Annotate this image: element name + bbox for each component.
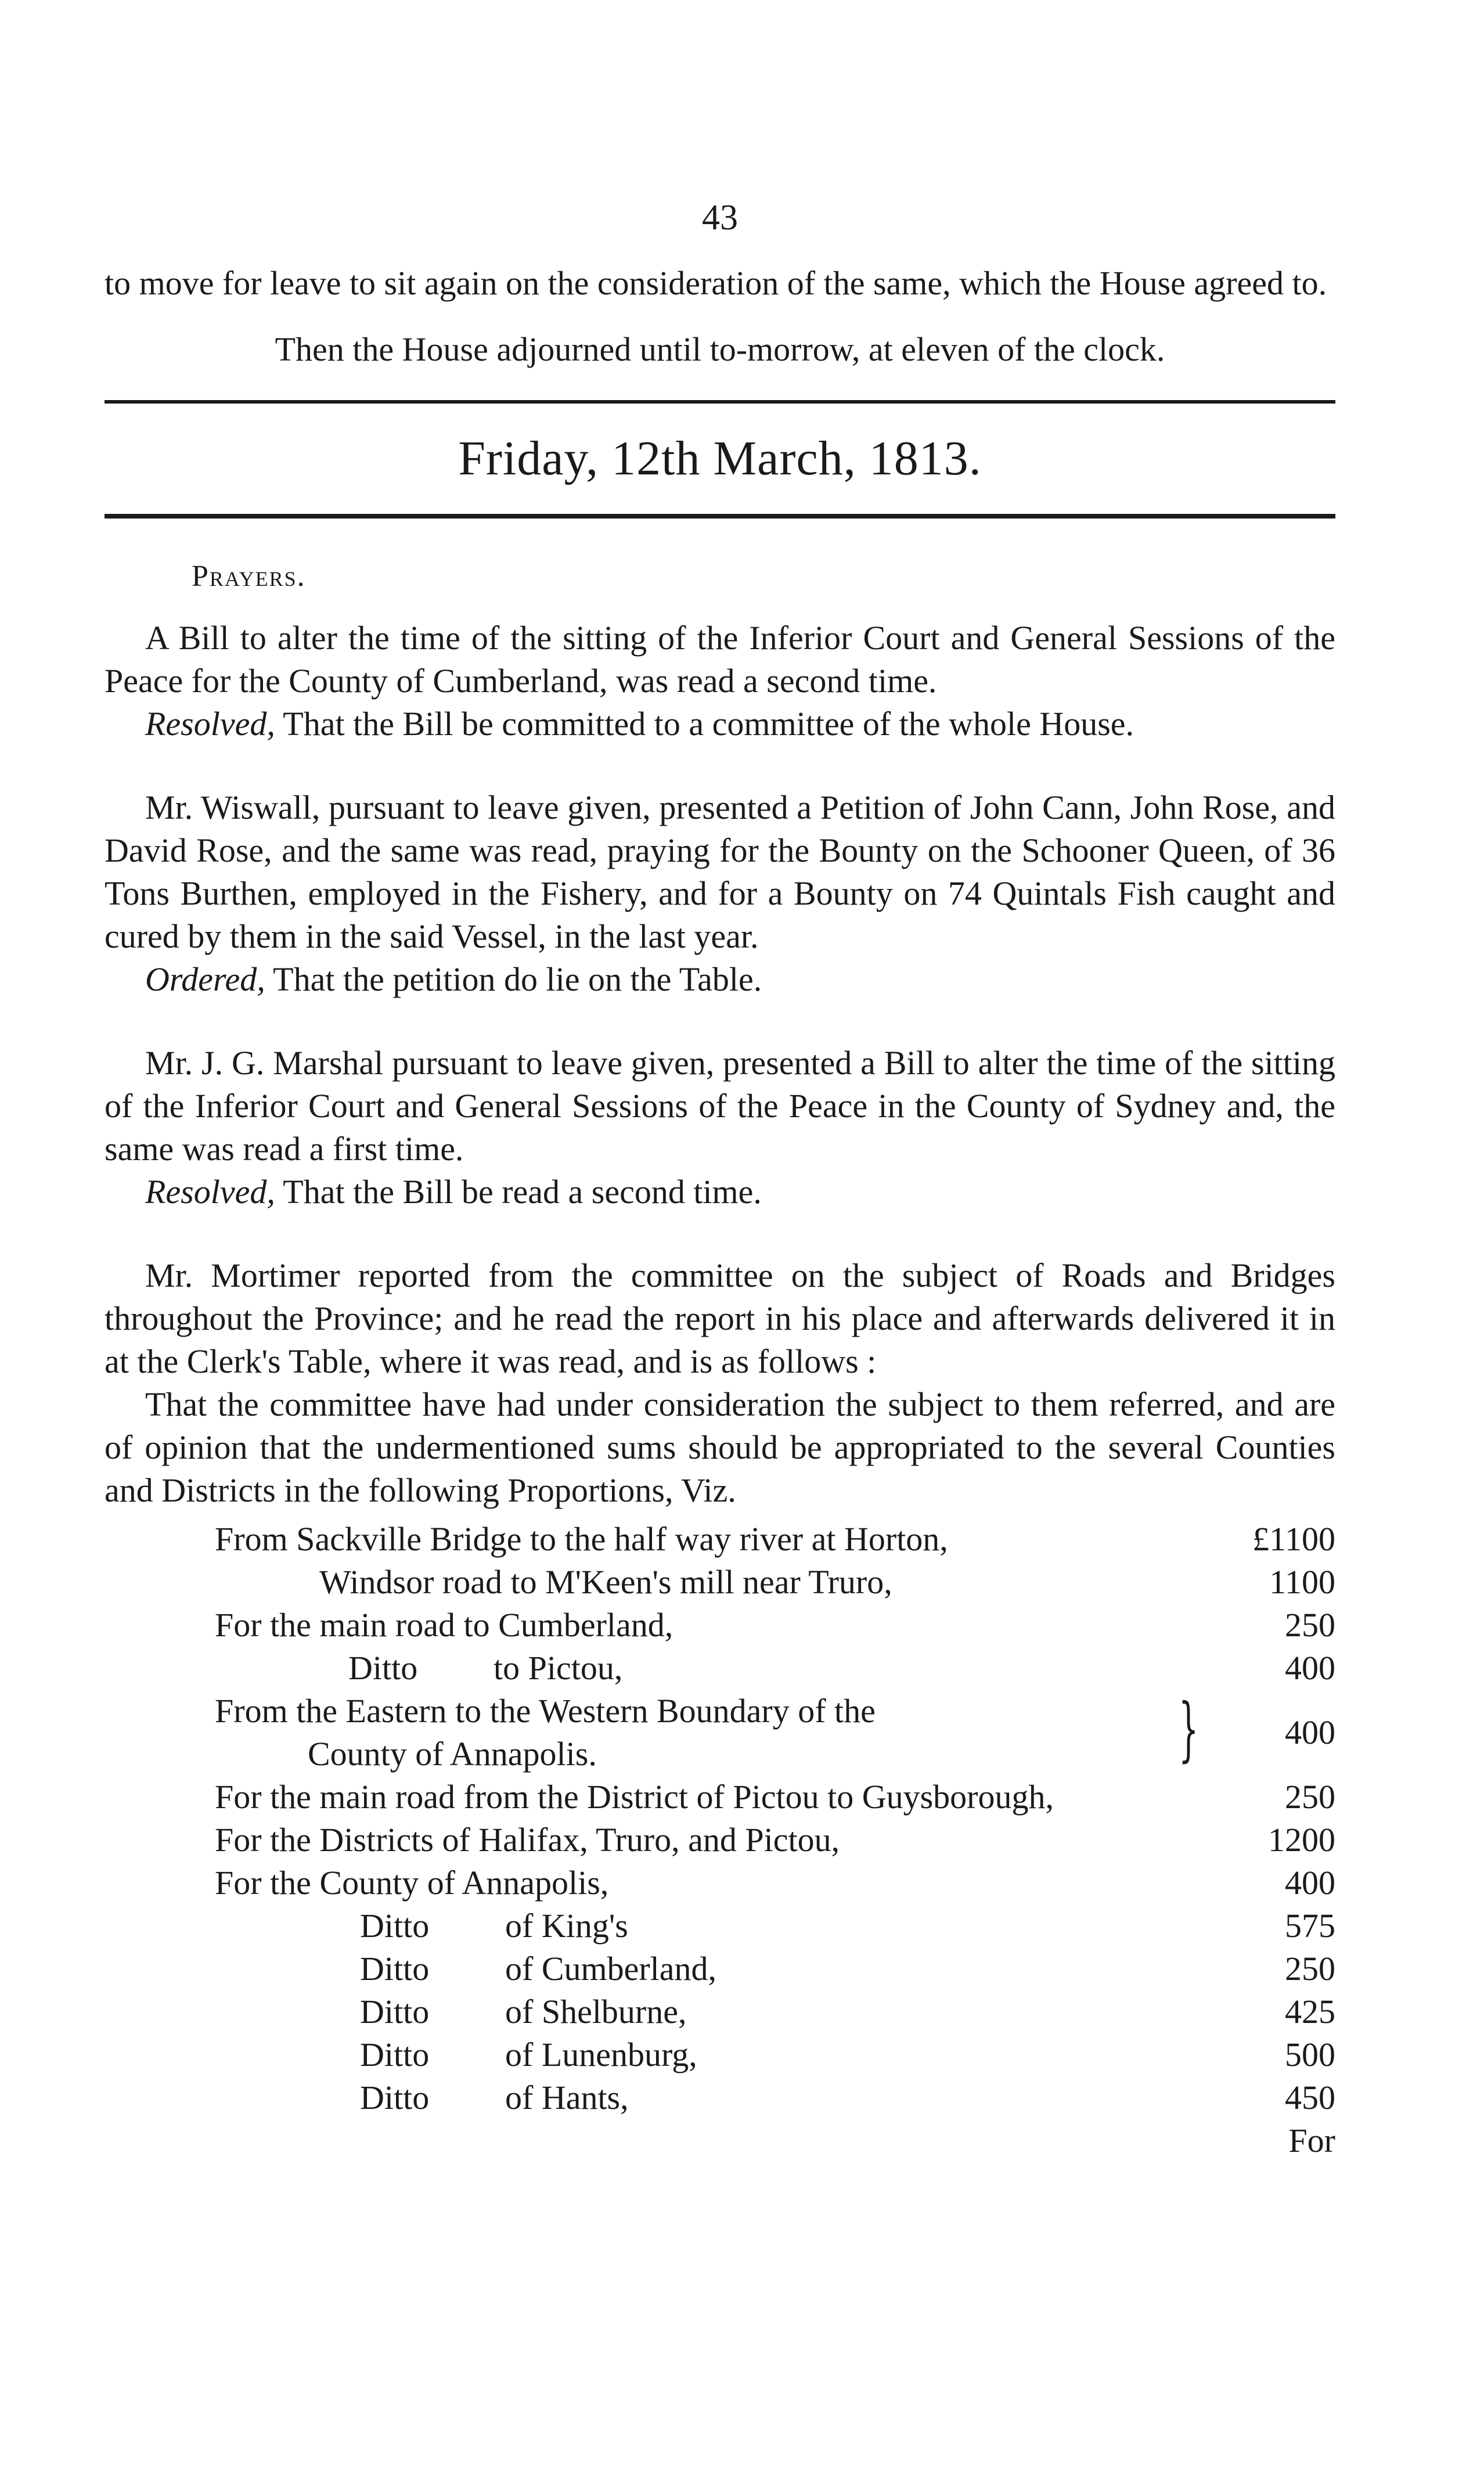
appropriation-label: [105, 1990, 1211, 2033]
table-row: [105, 1690, 1335, 1776]
appropriations-table: [105, 1518, 1335, 2119]
appropriation-label: [105, 1947, 1211, 1990]
appropriation-label-text: of King's: [505, 1907, 628, 1945]
top-rule: [105, 400, 1335, 404]
appropriation-label: [105, 2033, 1211, 2076]
appropriation-amount: 250: [1285, 1778, 1335, 1816]
appropriation-label-text: of Shelburne,: [505, 1993, 687, 2031]
table-row: [105, 1518, 1335, 1561]
date-heading: Friday, 12th March, 1813.: [458, 431, 982, 485]
appropriation-label-text: to Pictou,: [494, 1649, 623, 1687]
order-label: Ordered,: [145, 960, 265, 998]
appropriation-amount: £1100: [1252, 1520, 1335, 1558]
appropriation-label: For the main road to Cumberland,: [215, 1606, 673, 1644]
prayers-heading: Prayers.: [192, 560, 306, 593]
table-row: [105, 1990, 1335, 2033]
table-row: [105, 1776, 1335, 1819]
roads-report-intro: Mr. Mortimer reported from the committee on the subject of Roads and Bridges throughout the Province; and he read the report in his place and afterwards delivered it in at the Clerk's Table, where it was read, and is as follows :: [105, 1257, 1335, 1380]
table-row: [105, 2076, 1335, 2119]
table-row: [105, 1862, 1335, 1905]
appropriation-amount: 425: [1285, 1993, 1335, 2031]
ditto-marker: Ditto: [360, 1950, 430, 1988]
ditto-marker: Ditto: [348, 1649, 418, 1687]
appropriation-label: Windsor road to M'Keen's mill near Truro,: [319, 1563, 892, 1601]
adjournment-line: Then the House adjourned until to-morrow, at eleven of the clock.: [275, 330, 1165, 368]
table-row: [105, 2033, 1335, 2076]
table-row: [105, 1604, 1335, 1647]
appropriation-amount: 400: [1285, 1713, 1335, 1751]
roads-report-body: That the committee have had under consideration the subject to them referred, and are of opinion that the undermentioned sums should be appropriated to the several Counties and Districts in the following Proportions, Viz.: [105, 1385, 1335, 1509]
appropriation-label-text: of Hants,: [505, 2079, 629, 2116]
appropriation-label: For the main road from the District of Pictou to Guysborough,: [215, 1778, 1054, 1816]
table-row: [105, 1561, 1335, 1604]
ditto-marker: Ditto: [360, 2036, 430, 2073]
table-row: [105, 1647, 1335, 1690]
page-number: 43: [702, 198, 738, 237]
appropriation-amount: 500: [1285, 2036, 1335, 2073]
petition-order: [105, 958, 1335, 1001]
appropriation-amount: 400: [1285, 1649, 1335, 1687]
appropriation-amount: 1200: [1268, 1821, 1335, 1859]
appropriation-label: [105, 2076, 1211, 2119]
ditto-marker: Ditto: [360, 1993, 430, 2031]
appropriation-label: From Sackville Bridge to the half way river at Horton,: [215, 1520, 948, 1558]
appropriation-amount: 450: [1285, 2079, 1335, 2116]
bottom-rule: [105, 514, 1335, 519]
appropriation-label-text: of Cumberland,: [505, 1950, 717, 1988]
appropriation-label-text: of Lunenburg,: [505, 2036, 697, 2073]
resolution-text: That the Bill be committed to a committee of the whole House.: [283, 705, 1134, 743]
petition-paragraph: Mr. Wiswall, pursuant to leave given, presented a Petition of John Cann, John Rose, and David Rose, and the same was read, praying for the Bounty on the Schooner Queen, of 36 Tons Burthen, employed in the Fishery, and for a Bounty on 74 Quintals Fish caught and cured by them in the said Vessel, in the last year.: [105, 789, 1335, 955]
continued-paragraph: to move for leave to sit again on the consideration of the same, which the House agreed to.: [105, 264, 1327, 302]
table-row: [105, 1905, 1335, 1947]
resolution-text: That the Bill be read a second time.: [283, 1173, 762, 1211]
appropriation-amount: 1100: [1269, 1563, 1335, 1601]
appropriation-amount: 250: [1285, 1606, 1335, 1644]
resolution-label: Resolved,: [145, 705, 275, 743]
appropriation-label: For the Districts of Halifax, Truro, and Pictou,: [215, 1821, 840, 1859]
catchword: For: [1288, 2122, 1335, 2159]
table-row: [105, 1819, 1335, 1862]
ditto-marker: Ditto: [360, 2079, 430, 2116]
bill-sydney-resolution: [105, 1171, 1335, 1214]
appropriation-label: For the County of Annapolis,: [215, 1864, 609, 1902]
order-text: That the petition do lie on the Table.: [273, 960, 762, 998]
ditto-marker: Ditto: [360, 1907, 430, 1945]
table-row: [105, 1947, 1335, 1990]
bill-cumberland-resolution: [105, 703, 1335, 746]
appropriation-label: [105, 1690, 1211, 1776]
appropriation-label: [105, 1647, 1211, 1690]
brace-glyph: }: [1179, 1689, 1199, 1770]
bill-cumberland-paragraph: A Bill to alter the time of the sitting of the Inferior Court and General Sessions of the Peace for the County of Cumberland, was read a second time.: [105, 619, 1335, 700]
appropriation-amount: 575: [1285, 1907, 1335, 1945]
appropriation-label-line: From the Eastern to the Western Boundary of the: [215, 1692, 876, 1730]
appropriation-label-line: County of Annapolis.: [308, 1735, 597, 1773]
appropriation-amount: 400: [1285, 1864, 1335, 1902]
resolution-label: Resolved,: [145, 1173, 275, 1211]
appropriation-amount: 250: [1285, 1950, 1335, 1988]
bill-sydney-paragraph: Mr. J. G. Marshal pursuant to leave given, presented a Bill to alter the time of the sitting of the Inferior Court and General Sessions of the Peace in the County of Sydney and, the same was read a first time.: [105, 1044, 1335, 1168]
document-page: [105, 197, 1335, 2162]
appropriation-label: [105, 1905, 1211, 1947]
